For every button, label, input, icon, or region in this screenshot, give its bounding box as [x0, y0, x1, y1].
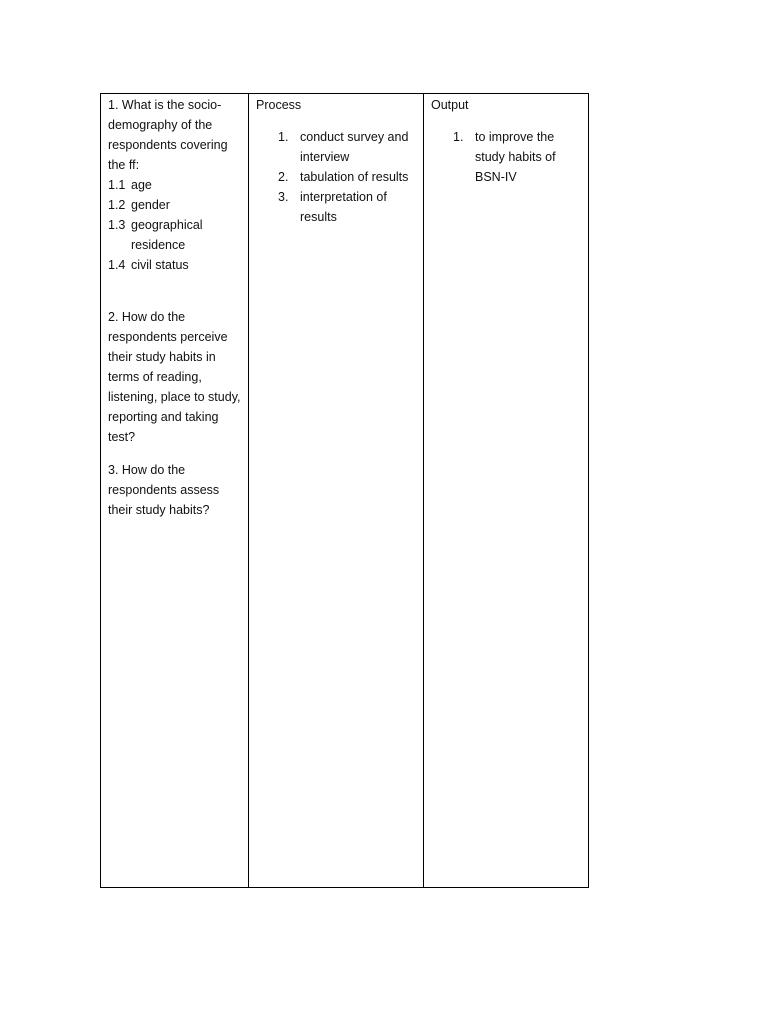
list-item-number: 1.: [278, 130, 289, 144]
question-1-sublist: [108, 175, 242, 275]
process-cell-content: [249, 94, 423, 227]
question-2: 2. How do the respondents perceive their study habits in terms of reading, listening, place to study, reporting and taking test?: [108, 310, 241, 444]
process-list: [256, 127, 417, 227]
sublist-item: [108, 255, 242, 275]
sublist-item: [108, 195, 242, 215]
input-cell: [101, 94, 249, 888]
list-item-text: tabulation of results: [300, 170, 409, 184]
list-item-text: conduct survey and interview: [300, 130, 409, 164]
sublist-item-number: 1.4: [108, 258, 126, 272]
output-cell-content: [424, 94, 588, 187]
output-cell: [424, 94, 589, 888]
ipo-table: [100, 93, 589, 888]
input-cell-content: [101, 94, 248, 520]
sublist-item-number: 1.2: [108, 198, 126, 212]
list-item: [256, 167, 417, 187]
list-item-number: 2.: [278, 170, 289, 184]
sublist-item-number: 1.3: [108, 218, 126, 232]
sublist-item-text: age: [131, 178, 152, 192]
table-row: [101, 94, 589, 888]
process-heading: Process: [256, 98, 302, 112]
list-item: [431, 127, 582, 187]
sublist-item-text: geographical residence: [131, 218, 203, 252]
list-item-text: to improve the study habits of BSN-IV: [475, 130, 556, 184]
list-item-text: interpretation of results: [300, 190, 387, 224]
list-item: [256, 127, 417, 167]
sublist-item-text: civil status: [131, 258, 189, 272]
output-heading: Output: [431, 98, 469, 112]
question-3: 3. How do the respondents assess their study habits?: [108, 463, 220, 517]
list-item: [256, 187, 417, 227]
sublist-item-number: 1.1: [108, 178, 126, 192]
list-item-number: 3.: [278, 190, 289, 204]
list-item-number: 1.: [453, 130, 464, 144]
question-1: 1. What is the socio-demography of the respondents covering the ff:: [108, 98, 228, 172]
sublist-item: [108, 215, 242, 255]
process-cell: [249, 94, 424, 888]
sublist-item-text: gender: [131, 198, 170, 212]
sublist-item: [108, 175, 242, 195]
output-list: [431, 127, 582, 187]
